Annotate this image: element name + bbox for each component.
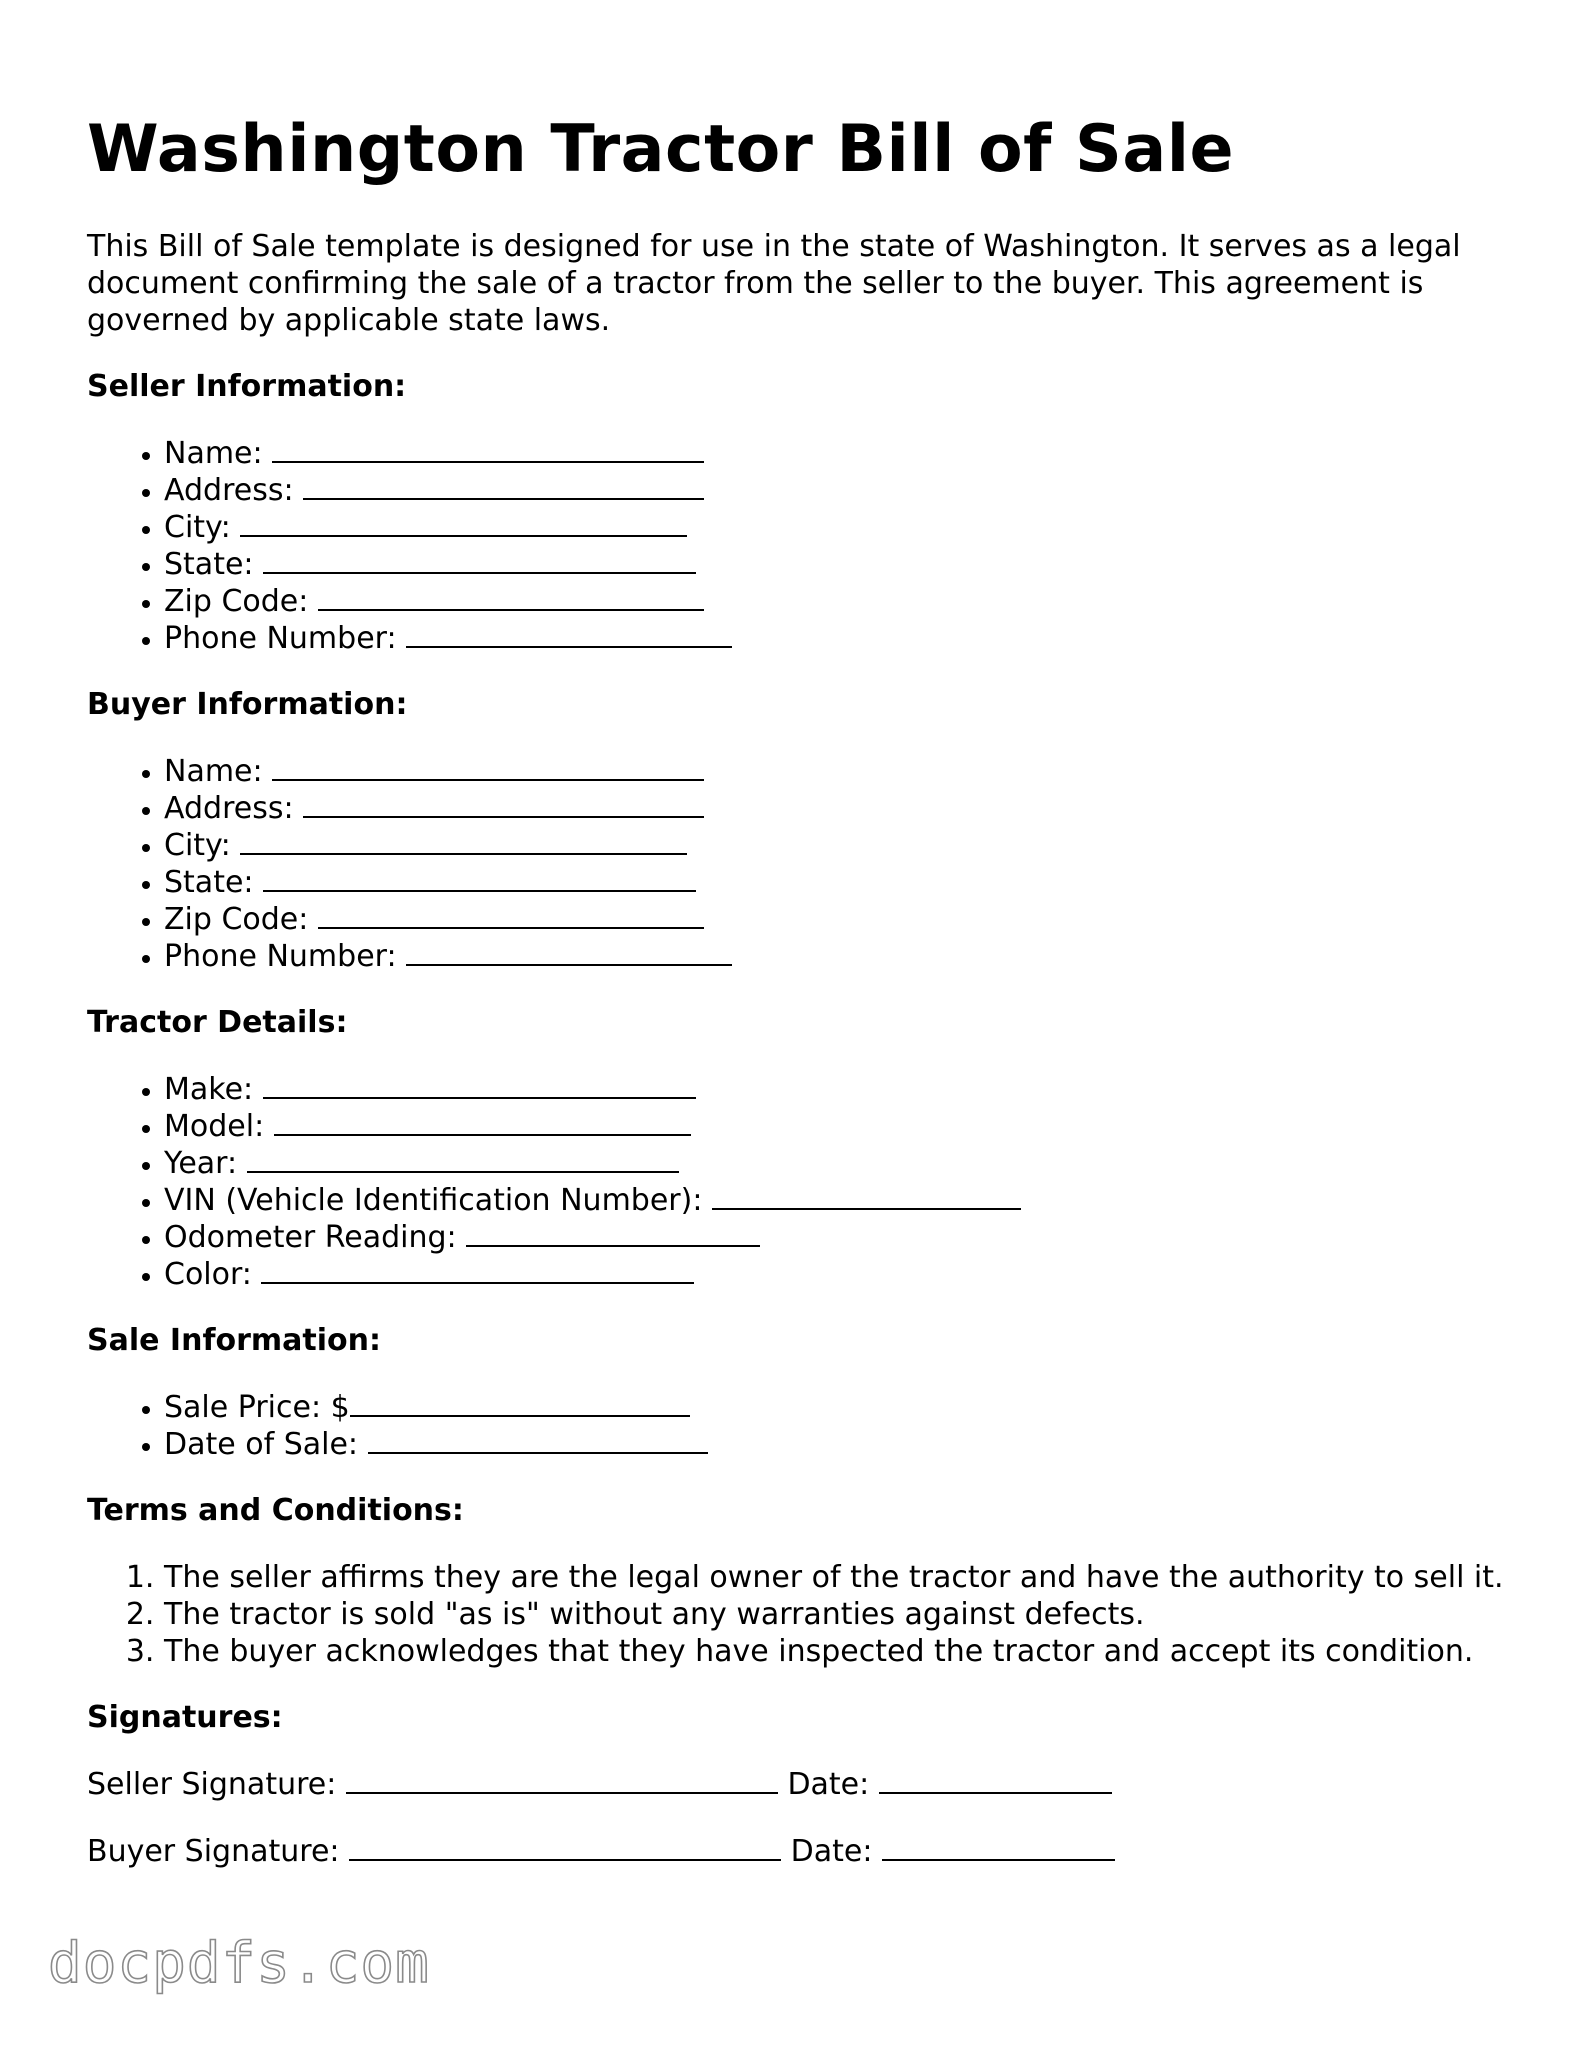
list-item <box>164 753 1507 790</box>
seller-zip-field[interactable] <box>318 583 704 611</box>
intro-paragraph: This Bill of Sale template is designed for use in the state of Washington. It serves as a legal document confirming the sale of a tractor from the seller to the buyer. This agreement is governed by applicable state laws. <box>87 229 1461 338</box>
tractor-odometer-field[interactable] <box>466 1219 760 1247</box>
seller-fields <box>87 435 1507 657</box>
field-label: VIN (Vehicle Identification Number): <box>164 1183 703 1218</box>
terms-heading: Terms and Conditions: <box>87 1493 464 1528</box>
sale-heading: Sale Information: <box>87 1323 381 1358</box>
field-label: Address: <box>164 473 294 508</box>
date-of-sale-field[interactable] <box>368 1426 708 1454</box>
list-item <box>164 864 1507 901</box>
field-label: Seller Signature: <box>87 1767 337 1802</box>
seller-heading: Seller Information: <box>87 369 407 404</box>
list-item <box>164 938 1507 975</box>
list-item <box>164 1071 1507 1108</box>
buyer-signature-line <box>87 1833 1507 1870</box>
field-label: Phone Number: <box>164 621 397 656</box>
list-item <box>164 472 1507 509</box>
page-title: Washington Tractor Bill of Sale <box>87 112 1235 187</box>
field-label: Odometer Reading: <box>164 1220 457 1255</box>
tractor-color-field[interactable] <box>261 1256 694 1284</box>
field-label: Color: <box>164 1257 252 1292</box>
sale-price-field[interactable] <box>350 1389 690 1417</box>
field-label: Buyer Signature: <box>87 1834 340 1869</box>
bill-of-sale-form <box>87 110 1507 1870</box>
field-label: Date: <box>787 1767 870 1802</box>
buyer-phone-field[interactable] <box>406 938 732 966</box>
field-label: Year: <box>164 1146 238 1181</box>
buyer-address-field[interactable] <box>303 790 704 818</box>
field-label: Address: <box>164 791 294 826</box>
seller-date-field[interactable] <box>879 1766 1112 1794</box>
list-item: 1. The seller affirms they are the legal owner of the tractor and have the authority to sell it. <box>164 1559 1507 1596</box>
buyer-city-field[interactable] <box>240 827 687 855</box>
field-label: Name: <box>164 436 263 471</box>
buyer-heading: Buyer Information: <box>87 687 408 722</box>
list-item <box>164 1145 1507 1182</box>
sale-fields <box>87 1389 1507 1463</box>
tractor-make-field[interactable] <box>263 1071 696 1099</box>
list-item <box>164 1182 1507 1219</box>
seller-phone-field[interactable] <box>406 620 732 648</box>
seller-state-field[interactable] <box>263 546 696 574</box>
field-label: Make: <box>164 1072 254 1107</box>
seller-address-field[interactable] <box>303 472 704 500</box>
list-item: 2. The tractor is sold "as is" without any warranties against defects. <box>164 1596 1507 1633</box>
buyer-zip-field[interactable] <box>318 901 704 929</box>
buyer-date-field[interactable] <box>882 1833 1115 1861</box>
seller-city-field[interactable] <box>240 509 687 537</box>
list-item <box>164 435 1507 472</box>
tractor-model-field[interactable] <box>274 1108 691 1136</box>
field-label: State: <box>164 865 254 900</box>
list-item: 3. The buyer acknowledges that they have inspected the tractor and accept its condition. <box>164 1633 1507 1670</box>
list-item <box>164 827 1507 864</box>
field-label: Model: <box>164 1109 265 1144</box>
field-label: Date: <box>790 1834 873 1869</box>
list-item <box>164 1219 1507 1256</box>
list-item <box>164 790 1507 827</box>
watermark-logo: docpdfs.com <box>48 1931 430 1996</box>
list-item <box>164 1108 1507 1145</box>
seller-signature-field[interactable] <box>346 1766 778 1794</box>
seller-signature-line <box>87 1766 1507 1803</box>
buyer-state-field[interactable] <box>263 864 696 892</box>
seller-name-field[interactable] <box>272 435 704 463</box>
field-label: City: <box>164 510 231 545</box>
signatures-heading: Signatures: <box>87 1700 283 1735</box>
list-item <box>164 546 1507 583</box>
list-item <box>164 583 1507 620</box>
field-label: State: <box>164 547 254 582</box>
list-item <box>164 1256 1507 1293</box>
buyer-name-field[interactable] <box>272 753 704 781</box>
list-item <box>164 901 1507 938</box>
field-label: Name: <box>164 754 263 789</box>
buyer-signature-field[interactable] <box>349 1833 781 1861</box>
field-label: Zip Code: <box>164 902 309 937</box>
field-label: City: <box>164 828 231 863</box>
list-item <box>164 1389 1507 1426</box>
list-item <box>164 509 1507 546</box>
field-label: Date of Sale: <box>164 1427 359 1462</box>
buyer-fields <box>87 753 1507 975</box>
list-item <box>164 1426 1507 1463</box>
tractor-heading: Tractor Details: <box>87 1005 348 1040</box>
field-label: Sale Price: $ <box>164 1390 350 1425</box>
tractor-year-field[interactable] <box>247 1145 679 1173</box>
field-label: Phone Number: <box>164 939 397 974</box>
field-label: Zip Code: <box>164 584 309 619</box>
tractor-fields <box>87 1071 1507 1293</box>
list-item <box>164 620 1507 657</box>
terms-list <box>87 1559 1507 1670</box>
tractor-vin-field[interactable] <box>712 1182 1021 1210</box>
